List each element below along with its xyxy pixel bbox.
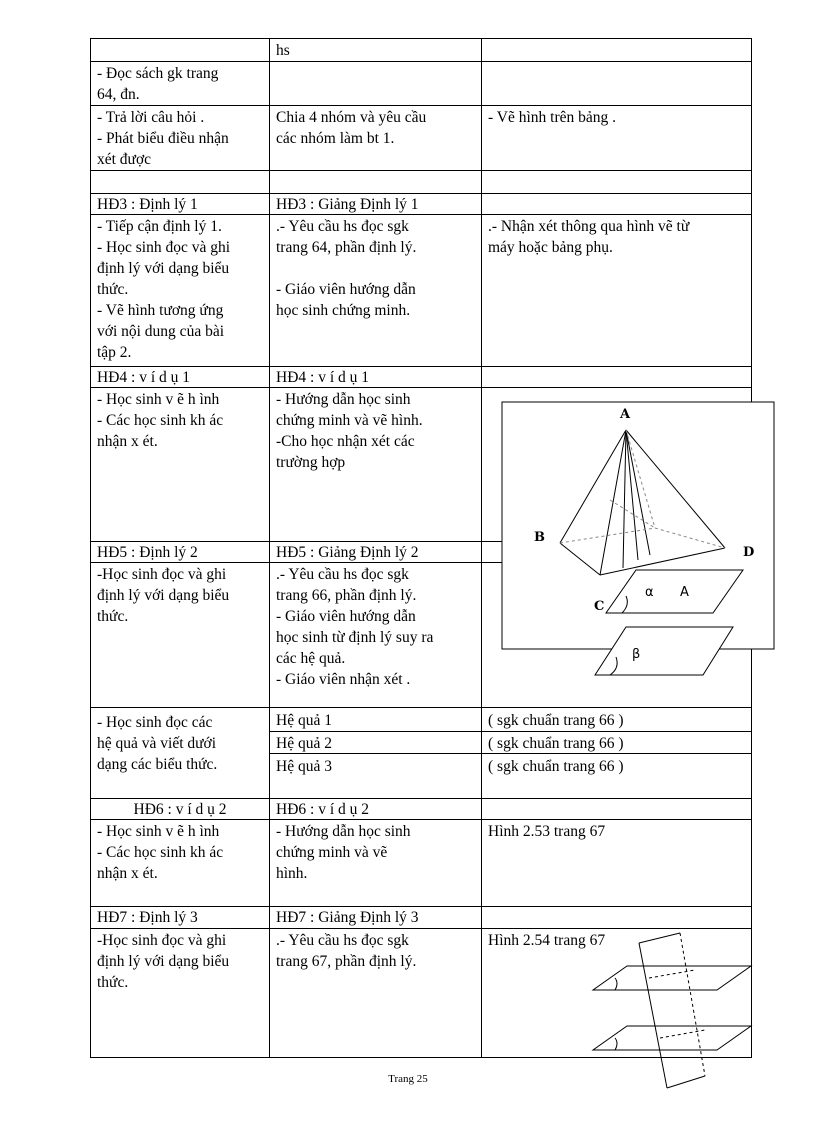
cell-tra-loi: - Trả lời câu hỏi . - Phát biểu điều nhận xét được [97,109,229,168]
cell-chia-nhom: Chia 4 nhóm và yêu cầu các nhóm làm bt 1. [276,109,427,147]
cell-hs-ve-hinh-2: - Học sinh v ẽ h ình - Các học sinh kh ác nhận x ét. [97,823,224,882]
column-divider [481,39,482,1057]
hd6-teacher-heading: HĐ6 : v í d ụ 2 [276,801,369,818]
he-qua-3: Hệ quả 3 [276,758,332,775]
lower-angle-arc [615,1038,617,1050]
cell-huong-dan-2: - Hướng dẫn học sinh chứng minh và vẽ hình. [276,823,411,882]
cell-hinh-253: Hình 2.53 trang 67 [488,823,606,840]
cell-dinh-ly-3: -Học sinh đọc và ghi định lý với dạng biểu thức. [97,932,230,991]
cutting-plane-top [639,933,680,943]
hd5-student-heading: HĐ5 : Định lý 2 [97,544,198,561]
cell-hs-ve-hinh-1: - Học sinh v ẽ h ình - Các học sinh kh ác nhận x ét. [97,391,224,450]
he-qua-2: Hệ quả 2 [276,735,332,752]
he-qua-1: Hệ quả 1 [276,712,332,729]
row-divider [91,170,751,171]
alpha-label: α [645,585,654,600]
cell-doc-sach: - Đọc sách gk trang 64, đn. [97,65,219,103]
cell-huong-dan-1: - Hướng dẫn học sinh chứng minh và vẽ hình. -Cho học nhận xét các trường hợp [276,391,423,471]
hd4-teacher-heading: HĐ4 : v í d ụ 1 [276,369,369,386]
cell-he-qua: - Học sinh đọc các hệ quả và viết dưới dạng các biểu thức. [97,714,218,773]
parallel-planes-figure [585,928,760,1090]
cell-hinh-254: Hình 2.54 trang 67 [488,932,606,949]
cell-dinh-ly-2: -Học sinh đọc và ghi định lý với dạng biểu thức. [97,566,230,625]
vertex-C-label: C [594,599,605,614]
hd5-teacher-heading: HĐ5 : Giảng Định lý 2 [276,544,419,561]
vertex-B-label: B [534,530,545,545]
cell-ve-hinh: - Vẽ hình trên bảng . [488,109,616,126]
row-divider [91,105,751,106]
hd4-student-heading: HĐ4 : v í d ụ 1 [97,369,190,386]
vertex-D-label: D [743,545,755,560]
cell-nhan-xet: .- Nhận xét thông qua hình vẽ từ máy hoặc bảng phụ. [488,218,690,256]
vertex-A-label: A [620,407,631,422]
beta-label: β [632,647,641,662]
row-divider [91,61,751,62]
pyramid-figure [490,400,780,680]
cell-hs: hs [276,42,290,59]
hd3-student-heading: HĐ3 : Định lý 1 [97,196,198,213]
sgk-ref-2: ( sgk chuẩn trang 66 ) [488,735,624,752]
hd6-student-heading: HĐ6 : v í d ụ 2 [133,801,227,818]
row-divider [270,731,751,732]
cell-tiep-can: - Tiếp cận định lý 1. - Học sinh đọc và ghi định lý với dạng biểu thức. - Vẽ hình tương ứng với nội dung của bài tập 2. [97,218,231,361]
page-number: Trang 25 [388,1073,428,1085]
cell-yeu-cau-64: .- Yêu cầu hs đọc sgk trang 64, phần định lý. - Giáo viên hướng dẫn học sinh chứng minh. [276,218,417,319]
sgk-ref-1: ( sgk chuẩn trang 66 ) [488,712,624,729]
hd3-teacher-heading: HĐ3 : Giảng Định lý 1 [276,196,419,213]
upper-angle-arc [615,978,617,990]
row-divider [91,707,751,708]
plane-A-label: A [680,585,689,600]
hd7-student-heading: HĐ7 : Định lý 3 [97,909,198,926]
cell-yeu-cau-67: .- Yêu cầu hs đọc sgk trang 67, phần định lý. [276,932,417,970]
sgk-ref-3: ( sgk chuẩn trang 66 ) [488,758,624,775]
cutting-plane-left [639,943,667,1088]
cell-yeu-cau-66: .- Yêu cầu hs đọc sgk trang 66, phần định lý. - Giáo viên hướng dẫn học sinh từ định lý suy ra các hệ quả. - Giáo viên nhận xét . [276,566,434,688]
hd7-teacher-heading: HĐ7 : Giảng Định lý 3 [276,909,419,926]
